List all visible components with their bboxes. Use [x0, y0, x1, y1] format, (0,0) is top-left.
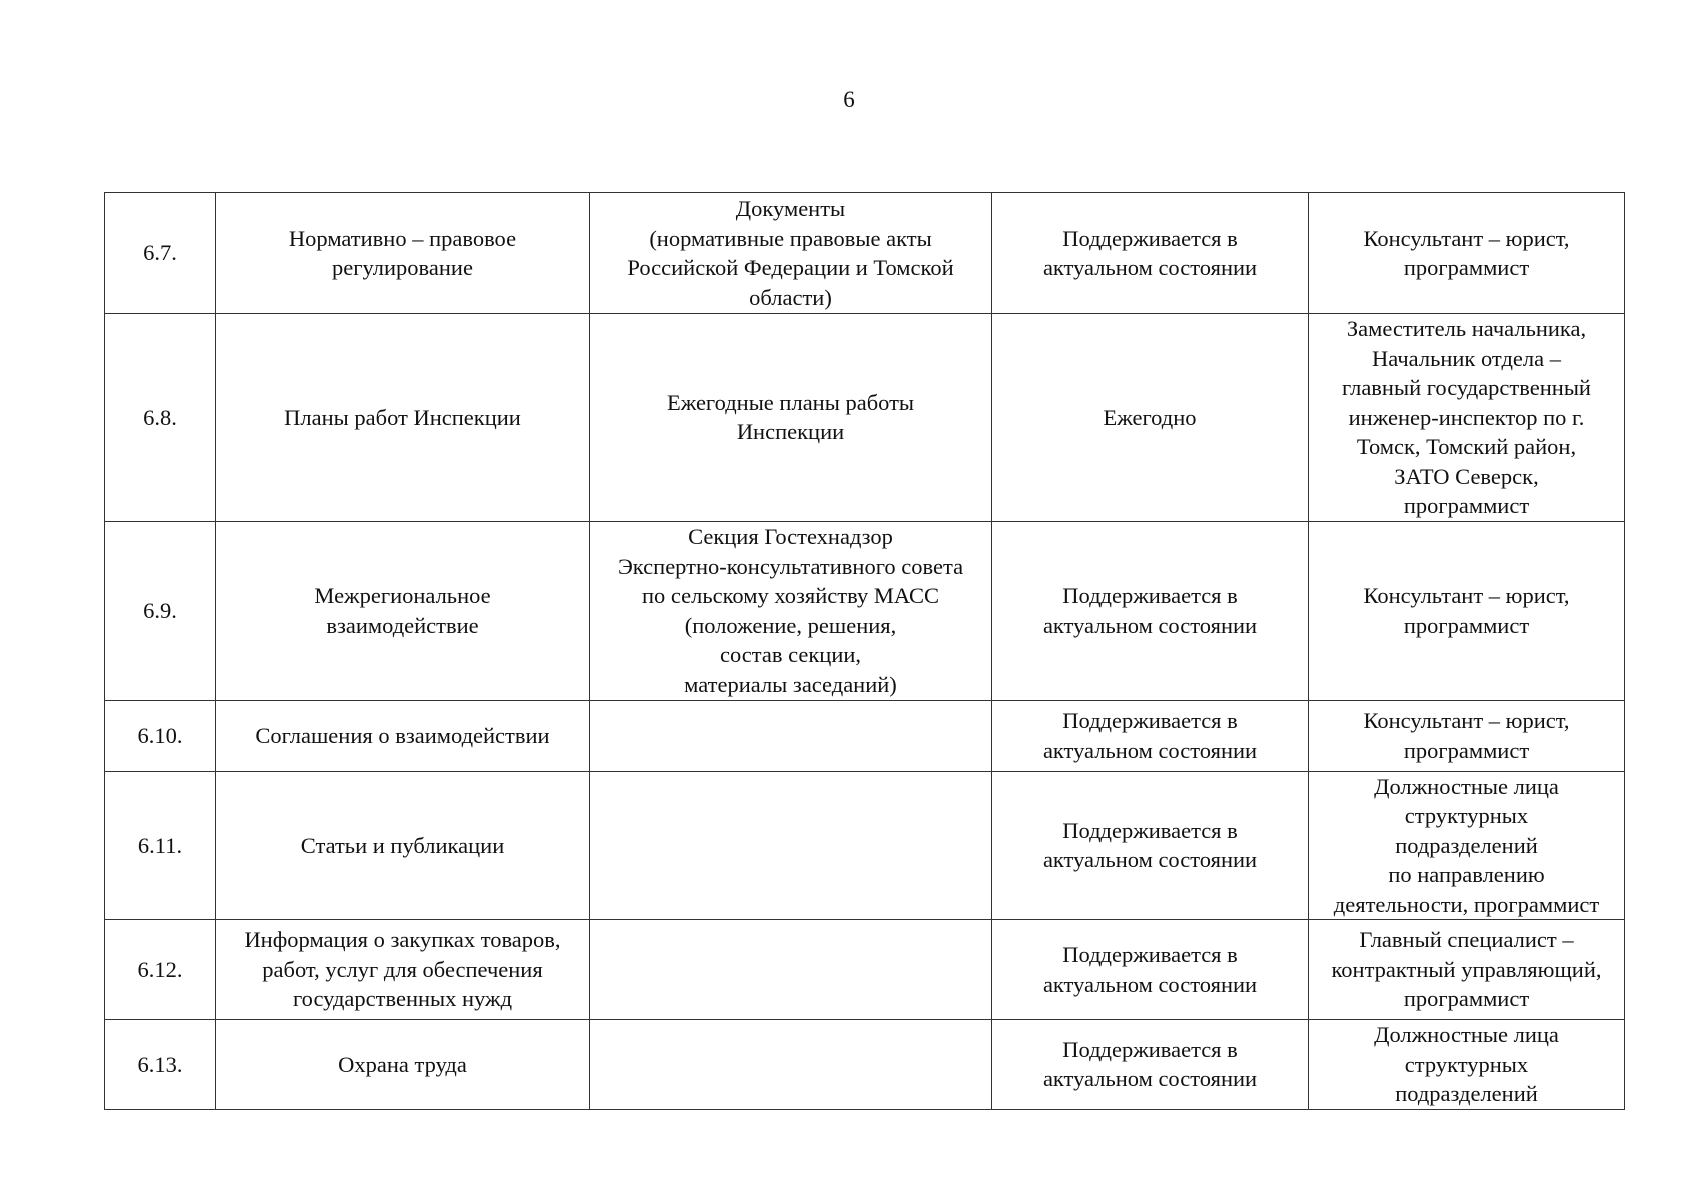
content-cell: [590, 700, 992, 771]
page-number: 6: [843, 87, 855, 112]
cell-line: актуальном состоянии: [1042, 255, 1258, 280]
cell-line: программист: [1403, 986, 1530, 1012]
section-name-cell: [216, 771, 590, 920]
cell-line: Поддерживается в: [1062, 817, 1238, 843]
responsible-cell: [1309, 700, 1625, 771]
cell-line: деятельности, программист: [1333, 891, 1600, 917]
cell-line: взаимодействие: [326, 612, 479, 638]
cell-line: структурных: [1404, 1051, 1529, 1077]
cell-line: подразделений: [1395, 1081, 1538, 1106]
cell-line: Ежегодно: [1103, 404, 1197, 430]
row-number-cell: 6.9.: [105, 521, 216, 700]
cell-line: работ, услуг для обеспечения: [262, 956, 543, 982]
content-cell: [590, 1020, 992, 1110]
cell-line: Должностные лица: [1374, 1022, 1559, 1047]
cell-line: программист: [1403, 255, 1530, 280]
table-body: [105, 193, 1625, 1110]
table-row: [105, 920, 1625, 1020]
section-name-cell: [216, 920, 590, 1020]
cell-line: Инспекции: [736, 419, 845, 445]
cell-line: Экспертно-консультативного совета: [617, 553, 964, 579]
cell-line: Ежегодные планы работы: [666, 389, 915, 415]
section-name-cell: [216, 1020, 590, 1110]
responsible-cell: [1309, 314, 1625, 522]
cell-line: структурных: [1404, 803, 1529, 828]
section-name-cell: [216, 314, 590, 522]
cell-line: главный государственный: [1342, 375, 1591, 400]
cell-line: Межрегиональное: [314, 583, 491, 608]
update-frequency-cell: [992, 771, 1309, 920]
update-frequency-cell: [992, 314, 1309, 522]
cell-line: подразделений: [1395, 832, 1538, 858]
cell-line: контрактный управляющий,: [1331, 956, 1602, 982]
table-row: [105, 1020, 1625, 1110]
cell-line: Охрана труда: [338, 1051, 467, 1077]
table-row: [105, 521, 1625, 700]
cell-line: Соглашения о взаимодействии: [255, 722, 550, 748]
cell-line: программист: [1403, 612, 1530, 638]
table-row: [105, 193, 1625, 314]
cell-line: Поддерживается в: [1062, 708, 1238, 733]
table-row: [105, 700, 1625, 771]
section-name-cell: [216, 193, 590, 314]
content-cell: [590, 771, 992, 920]
cell-line: Поддерживается в: [1062, 1036, 1238, 1062]
cell-line: Консультант – юрист,: [1363, 583, 1570, 608]
cell-line: Поддерживается в: [1062, 942, 1238, 967]
cell-line: актуальном состоянии: [1042, 971, 1258, 997]
cell-line: программист: [1403, 493, 1530, 518]
update-frequency-cell: [992, 193, 1309, 314]
content-cell: [590, 193, 992, 314]
responsible-cell: [1309, 521, 1625, 700]
content-cell: [590, 314, 992, 522]
row-number-cell: 6.11.: [105, 771, 216, 920]
responsible-cell: [1309, 193, 1625, 314]
cell-line: актуальном состоянии: [1042, 737, 1258, 763]
row-number-cell: 6.8.: [105, 314, 216, 522]
cell-line: Нормативно – правовое: [288, 225, 517, 251]
content-cell: [590, 521, 992, 700]
cell-line: Главный специалист –: [1359, 927, 1574, 953]
cell-line: актуальном состоянии: [1042, 847, 1258, 873]
responsible-cell: [1309, 1020, 1625, 1110]
row-number-cell: 6.13.: [105, 1020, 216, 1110]
cell-line: Поддерживается в: [1062, 225, 1238, 251]
cell-line: (нормативные правовые акты: [649, 225, 932, 251]
cell-line: ЗАТО Северск,: [1394, 463, 1539, 489]
section-name-cell: [216, 700, 590, 771]
cell-line: актуальном состоянии: [1042, 1066, 1258, 1092]
cell-line: Российской Федерации и Томской: [627, 255, 954, 280]
cell-line: Статьи и публикации: [300, 832, 505, 858]
row-number-cell: 6.7.: [105, 193, 216, 314]
cell-line: Секция Гостехнадзор: [688, 524, 893, 549]
table-row: [105, 314, 1625, 522]
content-cell: [590, 920, 992, 1020]
update-frequency-cell: [992, 521, 1309, 700]
cell-line: государственных нужд: [292, 986, 513, 1012]
table-row: [105, 771, 1625, 920]
cell-line: по направлению: [1388, 862, 1545, 887]
cell-line: области): [749, 284, 832, 310]
cell-line: Документы: [735, 196, 846, 221]
update-frequency-cell: [992, 920, 1309, 1020]
cell-line: материалы заседаний): [684, 671, 897, 697]
responsible-cell: [1309, 920, 1625, 1020]
cell-line: Планы работ Инспекции: [284, 404, 521, 430]
cell-line: по сельскому хозяйству МАСС: [642, 583, 939, 608]
cell-line: Информация о закупках товаров,: [244, 927, 561, 953]
row-number-cell: 6.10.: [105, 700, 216, 771]
cell-line: состав секции,: [719, 642, 862, 667]
cell-line: программист: [1403, 737, 1530, 763]
cell-line: (положение, решения,: [684, 612, 897, 638]
cell-line: регулирование: [332, 255, 473, 280]
cell-line: инженер-инспектор по г.: [1348, 404, 1585, 430]
document-table: [104, 192, 1625, 1110]
cell-line: Консультант – юрист,: [1363, 708, 1570, 733]
cell-line: Заместитель начальника,: [1346, 316, 1587, 341]
cell-line: Начальник отдела –: [1372, 345, 1561, 371]
cell-line: Консультант – юрист,: [1363, 225, 1570, 251]
section-name-cell: [216, 521, 590, 700]
cell-line: актуальном состоянии: [1042, 612, 1258, 638]
responsible-cell: [1309, 771, 1625, 920]
update-frequency-cell: [992, 700, 1309, 771]
row-number-cell: 6.12.: [105, 920, 216, 1020]
cell-line: Должностные лица: [1374, 773, 1559, 799]
update-frequency-cell: [992, 1020, 1309, 1110]
cell-line: Томск, Томский район,: [1356, 434, 1577, 459]
cell-line: Поддерживается в: [1062, 583, 1238, 608]
